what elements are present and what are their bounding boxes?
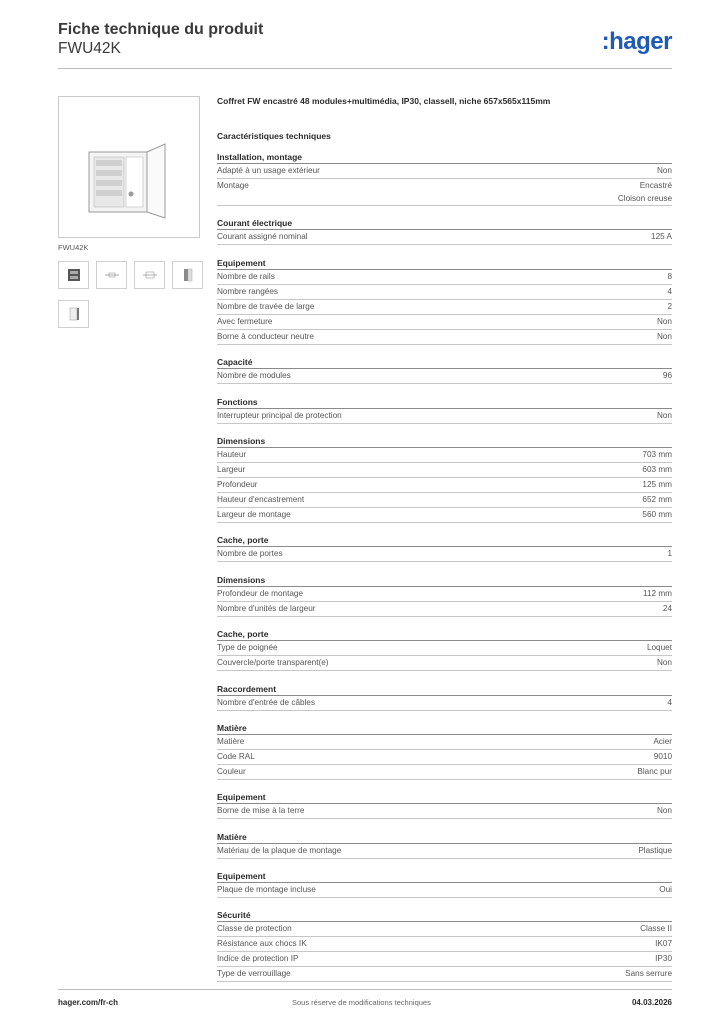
spec-group-title: Dimensions — [217, 574, 672, 587]
spec-label: Nombre rangées — [217, 286, 278, 296]
spec-value: 703 mm — [642, 449, 672, 459]
spec-group — [217, 831, 672, 859]
spec-value: IK07 — [655, 939, 672, 949]
spec-row — [217, 230, 672, 245]
spec-label: Largeur de montage — [217, 509, 291, 519]
thumbnail-front[interactable] — [58, 261, 89, 289]
footer-divider — [58, 989, 672, 990]
spec-label: Matériau de la plaque de montage — [217, 845, 342, 855]
product-description: Coffret FW encastré 48 modules+multimédia, IP30, classeII, niche 657x565x115mm — [217, 96, 551, 106]
spec-value: 8 — [667, 271, 672, 281]
spec-label: Profondeur — [217, 479, 258, 489]
spec-group-title: Cache, porte — [217, 534, 672, 547]
dimension-drawing-icon — [104, 271, 120, 279]
product-side-icon — [182, 268, 194, 282]
spec-group-title: Equipement — [217, 791, 672, 804]
page-title: Fiche technique du produit — [58, 21, 264, 38]
spec-row — [217, 883, 672, 898]
footer-website-link[interactable]: hager.com/fr-ch — [58, 998, 119, 1007]
spec-row — [217, 164, 672, 179]
header-divider — [58, 68, 672, 69]
spec-value: 125 A — [651, 232, 672, 242]
spec-value: Oui — [659, 885, 672, 895]
spec-label: Type de verrouillage — [217, 969, 291, 979]
spec-row — [217, 696, 672, 711]
spec-row — [217, 369, 672, 384]
spec-group — [217, 791, 672, 819]
product-front-icon — [67, 268, 81, 282]
spec-group — [217, 683, 672, 711]
spec-row — [217, 315, 672, 330]
enclosure-illustration — [59, 97, 199, 237]
spec-group-title: Raccordement — [217, 683, 672, 696]
spec-group-title: Capacité — [217, 356, 672, 369]
spec-group — [217, 217, 672, 245]
spec-group — [217, 534, 672, 562]
spec-value: 125 mm — [642, 479, 672, 489]
image-caption: FWU42K — [58, 243, 89, 252]
spec-row — [217, 844, 672, 859]
spec-label: Adapté à un usage extérieur — [217, 166, 320, 175]
spec-value: 112 mm — [643, 588, 672, 598]
spec-value: Loquet — [646, 643, 672, 653]
spec-group-title: Fonctions — [217, 396, 672, 409]
spec-group — [217, 870, 672, 898]
spec-value: Encastré Cloison creuse — [617, 181, 672, 203]
spec-value: 2 — [667, 301, 672, 311]
spec-value: Plastique — [638, 845, 672, 855]
brand-name: hager — [609, 28, 672, 55]
spec-value: 9010 — [653, 751, 672, 761]
spec-group-title: Matière — [217, 722, 672, 735]
spec-group — [217, 396, 672, 424]
spec-row — [217, 547, 672, 562]
thumbnail-drawing-2[interactable] — [134, 261, 165, 289]
product-reference: FWU42K — [58, 40, 121, 57]
spec-group — [217, 257, 672, 345]
thumbnail-drawing-1[interactable] — [96, 261, 127, 289]
spec-row — [217, 330, 672, 345]
spec-row — [217, 587, 672, 602]
spec-row — [217, 641, 672, 656]
spec-row — [217, 922, 672, 937]
spec-label: Nombre d'unités de largeur — [217, 603, 316, 613]
spec-group — [217, 356, 672, 384]
spec-label: Montage — [217, 181, 249, 190]
spec-row — [217, 656, 672, 671]
spec-group — [217, 435, 672, 523]
spec-value: 652 mm — [642, 494, 672, 504]
spec-label: Nombre de portes — [217, 549, 283, 559]
spec-row — [217, 478, 672, 493]
spec-value: 96 — [662, 371, 672, 381]
hager-logo[interactable]: :hager — [601, 28, 672, 55]
spec-label: Avec fermeture — [217, 316, 273, 326]
thumbnail-door[interactable] — [58, 300, 89, 328]
spec-label: Interrupteur principal de protection — [217, 410, 342, 420]
spec-group-title: Courant électrique — [217, 217, 672, 230]
spec-row — [217, 448, 672, 463]
spec-value: Non — [656, 806, 672, 816]
spec-row — [217, 602, 672, 617]
spec-label: Borne à conducteur neutre — [217, 331, 314, 341]
spec-value: Classe II — [640, 924, 672, 934]
spec-value: Acier — [653, 736, 672, 746]
spec-value: 4 — [667, 286, 672, 296]
dimension-drawing-icon — [142, 271, 158, 279]
spec-label: Profondeur de montage — [217, 588, 304, 598]
product-image[interactable] — [58, 96, 200, 238]
spec-label: Indice de protection IP — [217, 954, 299, 964]
spec-label: Résistance aux chocs IK — [217, 939, 307, 949]
footer-disclaimer: Sous réserve de modifications techniques — [292, 998, 431, 1007]
spec-row — [217, 300, 672, 315]
spec-value: Non — [656, 316, 672, 326]
spec-value: Non — [656, 658, 672, 668]
spec-value: Blanc pur — [637, 766, 672, 776]
spec-row — [217, 285, 672, 300]
spec-row — [217, 409, 672, 424]
spec-group — [217, 574, 672, 617]
spec-row — [217, 750, 672, 765]
spec-label: Borne de mise à la terre — [217, 806, 305, 816]
spec-value: Non — [656, 166, 672, 175]
spec-label: Nombre de rails — [217, 271, 275, 281]
spec-row — [217, 179, 672, 206]
spec-group — [217, 722, 672, 780]
specs-table — [217, 151, 672, 994]
spec-group-title: Equipement — [217, 870, 672, 883]
spec-value: Sans serrure — [625, 969, 672, 979]
spec-label: Courant assigné nominal — [217, 232, 308, 242]
spec-label: Code RAL — [217, 751, 255, 761]
spec-group — [217, 151, 672, 206]
spec-label: Couleur — [217, 766, 246, 776]
spec-label: Nombre de travée de large — [217, 301, 315, 311]
product-door-icon — [68, 307, 80, 321]
spec-value: 603 mm — [642, 464, 672, 474]
spec-value: IP30 — [655, 954, 672, 964]
spec-row — [217, 735, 672, 750]
spec-group — [217, 909, 672, 982]
spec-label: Plaque de montage incluse — [217, 885, 316, 895]
spec-row — [217, 493, 672, 508]
spec-row — [217, 804, 672, 819]
spec-group-title: Equipement — [217, 257, 672, 270]
spec-group-title: Matière — [217, 831, 672, 844]
spec-group-title: Dimensions — [217, 435, 672, 448]
spec-label: Hauteur — [217, 449, 247, 459]
spec-value: 1 — [667, 549, 672, 559]
spec-label: Couvercle/porte transparent(e) — [217, 658, 329, 668]
specs-title: Caractéristiques techniques — [217, 131, 331, 141]
spec-row — [217, 765, 672, 780]
spec-label: Nombre d'entrée de câbles — [217, 697, 316, 707]
spec-group-title: Sécurité — [217, 909, 672, 922]
spec-label: Matière — [217, 736, 245, 746]
spec-row — [217, 463, 672, 478]
spec-value: 560 mm — [642, 509, 672, 519]
spec-row — [217, 967, 672, 982]
spec-label: Nombre de modules — [217, 371, 291, 381]
spec-value: Non — [656, 331, 672, 341]
spec-label: Type de poignée — [217, 643, 278, 653]
spec-group-title: Installation, montage — [217, 151, 672, 164]
spec-group-title: Cache, porte — [217, 628, 672, 641]
spec-row — [217, 937, 672, 952]
spec-row — [217, 508, 672, 523]
spec-value: Non — [656, 410, 672, 420]
spec-label: Classe de protection — [217, 924, 292, 934]
spec-row — [217, 952, 672, 967]
footer-date: 04.03.2026 — [631, 998, 672, 1007]
thumbnail-side[interactable] — [172, 261, 203, 289]
spec-group — [217, 628, 672, 671]
spec-value: 4 — [667, 697, 672, 707]
spec-row — [217, 270, 672, 285]
spec-label: Largeur — [217, 464, 246, 474]
spec-label: Hauteur d'encastrement — [217, 494, 305, 504]
spec-value: 24 — [662, 603, 672, 613]
